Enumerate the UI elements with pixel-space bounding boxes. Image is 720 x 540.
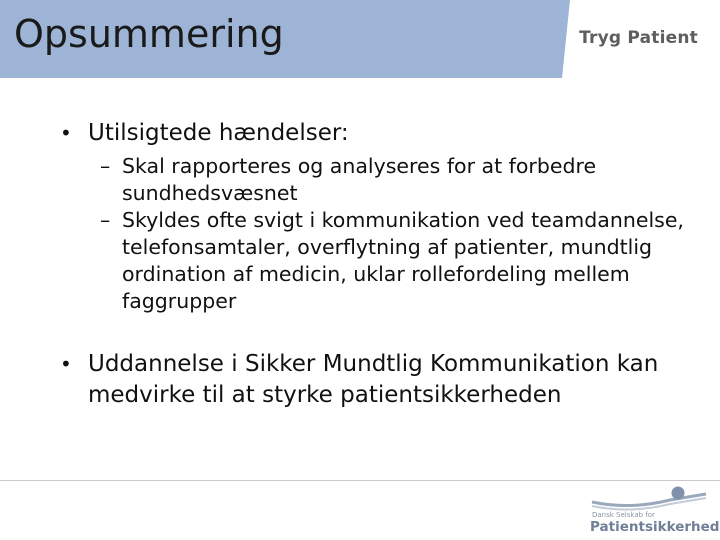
sub-bullet-item bbox=[100, 207, 700, 315]
page-title: Opsummering bbox=[14, 12, 284, 56]
footer-divider bbox=[0, 480, 720, 481]
brand-logo: Tryg Patient bbox=[579, 28, 698, 48]
bullet-icon: • bbox=[60, 121, 72, 145]
sub-bullet-text: Skal rapporteres og analyseres for at forbedre sundhedsvæsnet bbox=[122, 154, 597, 205]
bullet-icon: • bbox=[60, 352, 72, 376]
bullet-text: Utilsigtede hændelser: bbox=[88, 120, 349, 146]
bullet-text: Uddannelse i Sikker Mundtlig Kommunikation kan medvirke til at styrke patientsikkerheden bbox=[88, 351, 659, 408]
patient-safety-logo-icon bbox=[590, 484, 708, 514]
footer-logo bbox=[590, 484, 720, 536]
sub-bullet-list bbox=[100, 153, 700, 315]
bullet-item bbox=[60, 349, 700, 411]
sub-bullet-item bbox=[100, 153, 700, 207]
logo-text: Patientsikkerhed bbox=[590, 519, 720, 535]
dash-icon: – bbox=[100, 154, 111, 178]
sub-bullet-text: Skyldes ofte svigt i kommunikation ved teamdannelse, telefonsamtaler, overflytning af patienter, mundtlig ordination af medicin, uklar rollefordeling mellem faggrupper bbox=[122, 208, 684, 313]
logo-subtitle: Dansk Selskab for bbox=[592, 511, 655, 519]
dash-icon: – bbox=[100, 208, 111, 232]
slide-content bbox=[60, 118, 700, 411]
header bbox=[0, 0, 720, 78]
bullet-item bbox=[60, 118, 700, 149]
